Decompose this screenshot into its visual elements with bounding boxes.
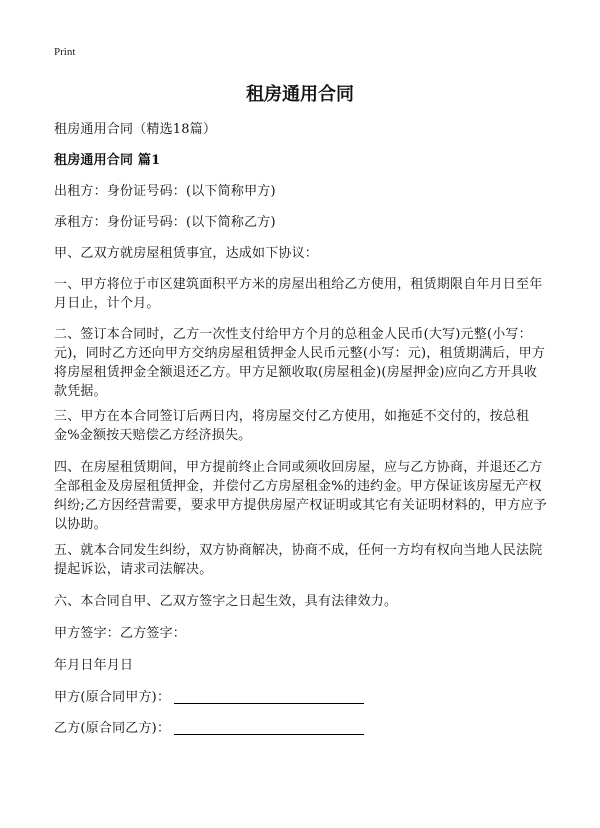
clause-6: 六、本合同自甲、乙双方签字之日起生效，具有法律效力。 [54,594,398,609]
clause-2: 二、签订本合同时，乙方一次性支付给甲方个月的总租金人民币(大写)元整(小写：元)，同时乙方还向甲方交纳房屋租赁押金人民币元整(小写：元)，租赁期满后，甲方将房屋租赁押金全额退还乙方。甲方足额收取(房屋租金)(房屋押金)应向乙方开具收款凭据。 [54,327,546,399]
signature-labels: 甲方签字：乙方签字： [54,626,187,641]
party-b-signature-line [174,733,364,735]
clause-1: 一、甲方将位于市区建筑面积平方米的房屋出租给乙方使用，租赁期限自年月日至年月日止，计个月。 [54,277,543,311]
clause-4: 四、在房屋租赁期间，甲方提前终止合同或须收回房屋，应与乙方协商，并退还乙方全部租金及房屋租赁押金，并偿付乙方房屋租金%的违约金。甲方保证该房屋无产权纠纷;乙方因经营需要，要求甲方提供房屋产权证明或其它有关证明材料的，甲方应予以协助。 [54,460,547,532]
document-title: 租房通用合同 [246,84,354,105]
paragraph-lessee: 承租方：身份证号码：(以下简称乙方) [54,215,276,230]
party-b-label: 乙方(原合同乙方)： [54,721,171,736]
signature-dates: 年月日年月日 [54,658,134,673]
section-heading: 租房通用合同 篇1 [54,153,161,168]
clause-5: 五、就本合同发生纠纷，双方协商解决，协商不成，任何一方均有权向当地人民法院提起诉讼，请求司法解决。 [54,543,543,577]
print-link[interactable]: Print [54,46,76,58]
document-subtitle: 租房通用合同（精选18篇） [54,122,217,137]
paragraph-lessor: 出租方：身份证号码：(以下简称甲方) [54,184,276,199]
paragraph-agreement-intro: 甲、乙双方就房屋租赁事宜，达成如下协议： [54,246,319,261]
party-a-signature-row [54,688,550,707]
party-a-signature-line [174,702,364,704]
clause-3: 三、甲方在本合同签订后两日内，将房屋交付乙方使用，如拖延不交付的，按总租金%金额按天赔偿乙方经济损失。 [54,409,530,443]
party-a-label: 甲方(原合同甲方)： [54,690,171,705]
party-b-signature-row [54,719,550,738]
